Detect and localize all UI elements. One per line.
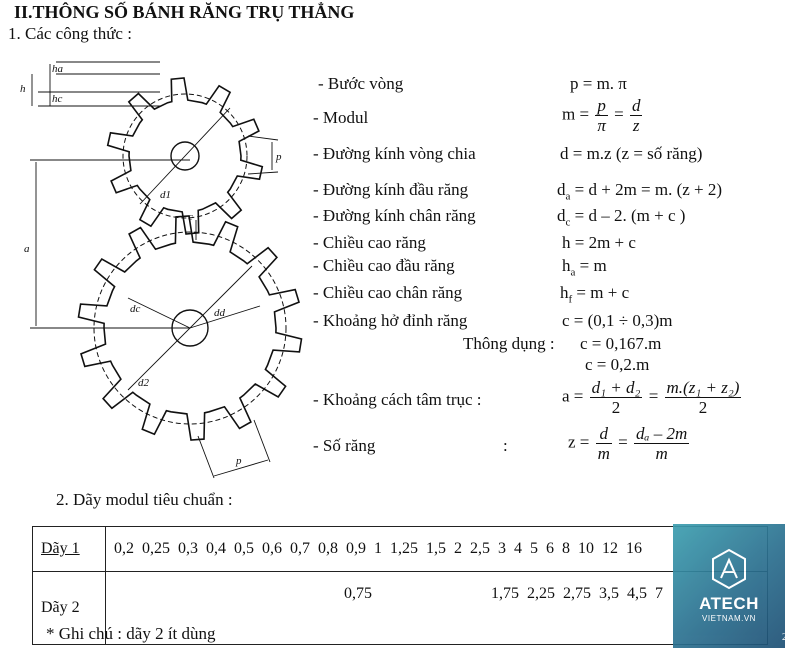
label-p-right: p	[276, 151, 282, 163]
formula-colon-so-rang: :	[503, 436, 508, 455]
section-heading-modul-table: 2. Dãy modul tiêu chuẩn :	[56, 490, 233, 509]
formula-label-buoc-vong: - Bước vòng	[318, 74, 404, 93]
corner-mark: 2	[782, 632, 787, 643]
label-hc: hc	[52, 93, 63, 105]
table-cell-values: 0,2 0,25 0,3 0,4 0,5 0,6 0,7 0,8 0,9 1 1,25 1,5 2 2,5 3 4 5 6 8 10 12 16	[106, 527, 768, 572]
formula-label-so-rang: - Số răng	[313, 436, 376, 455]
formula-duong-kinh-vong-chia: d = m.z (z = số răng)	[560, 144, 703, 163]
formula-label-duong-kinh-chan-rang: - Đường kính chân răng	[313, 206, 476, 225]
label-ha: ha	[52, 63, 63, 75]
formula-khoang-ho-dinh-rang: c = (0,1 ÷ 0,3)m	[562, 311, 673, 330]
table-value-group-b: 1,75 2,25 2,75 3,5 4,5 7	[491, 585, 663, 602]
note-text: * Ghi chú : dãy 2 ít dùng	[46, 624, 216, 643]
table-row	[33, 527, 768, 572]
table-cell-label: Dãy 1	[33, 527, 106, 572]
formula-label-thong-dung: Thông dụng :	[463, 334, 555, 353]
label-d1: d1	[160, 189, 171, 201]
formula-modul: m = $\frac{p}{\pi}$ = $\frac{d}{z}$	[562, 96, 641, 135]
label-dc: dc	[130, 303, 141, 315]
formula-label-chieu-cao-chan-rang: - Chiều cao chân răng	[313, 283, 463, 302]
label-d2: d2	[138, 377, 149, 389]
formula-buoc-vong: p = m. π	[570, 74, 627, 93]
label-dd: dd	[214, 307, 225, 319]
formula-thong-dung-2: c = 0,2.m	[585, 355, 650, 374]
formula-label-duong-kinh-dau-rang: - Đường kính đầu răng	[313, 180, 469, 199]
logo-sub: VIETNAM.VN	[702, 614, 756, 623]
formula-label-modul: - Modul	[313, 108, 369, 127]
label-p-bottom: p	[236, 455, 242, 467]
gear-diagram	[10, 44, 310, 484]
formula-khoang-cach-tam-truc: a = $\frac{\text{d₁ + d₂}}{2}$ = $\frac{\text{m.(z₁ + z₂)}}{2}$	[562, 378, 740, 417]
formula-label-khoang-ho-dinh-rang: - Khoảng hở đỉnh răng	[313, 311, 468, 330]
logo-brand: ATECH	[699, 594, 759, 613]
formula-label-chieu-cao-dau-rang: - Chiều cao đầu răng	[313, 256, 455, 275]
formula-so-rang: z = $\frac{d}{m}$ = $\frac{\text{dₐ – 2m}}{m}$	[568, 424, 688, 463]
formula-duong-kinh-dau-rang: $d_a = d + 2m = m$. (z + 2)	[557, 180, 723, 203]
formula-label-chieu-cao-rang: - Chiều cao răng	[313, 233, 426, 252]
label-a: a	[24, 243, 30, 255]
table-cell-label: Dãy 2	[33, 572, 106, 645]
page-title: II.THÔNG SỐ BÁNH RĂNG TRỤ THẲNG	[14, 2, 355, 22]
logo-mark-icon	[709, 548, 749, 590]
formula-chieu-cao-dau-rang: $h_a = m$	[562, 256, 607, 279]
section-heading-formulas: 1. Các công thức :	[8, 24, 132, 43]
formula-thong-dung-1: c = 0,167.m	[580, 334, 662, 353]
label-h: h	[20, 83, 26, 95]
formula-label-khoang-cach-tam-truc: - Khoảng cách tâm trục :	[313, 390, 482, 409]
atech-logo	[673, 524, 785, 648]
table-value-group-a: 0,75	[344, 585, 372, 602]
formula-duong-kinh-chan-rang: $d_c = d - 2$. (m + c )	[557, 206, 686, 229]
formula-label-duong-kinh-vong-chia: - Đường kính vòng chia	[313, 144, 476, 163]
formula-chieu-cao-chan-rang: $h_f = m + c$	[560, 283, 630, 306]
formula-chieu-cao-rang: h = 2m + c	[562, 233, 636, 252]
label-c: c	[188, 211, 193, 223]
